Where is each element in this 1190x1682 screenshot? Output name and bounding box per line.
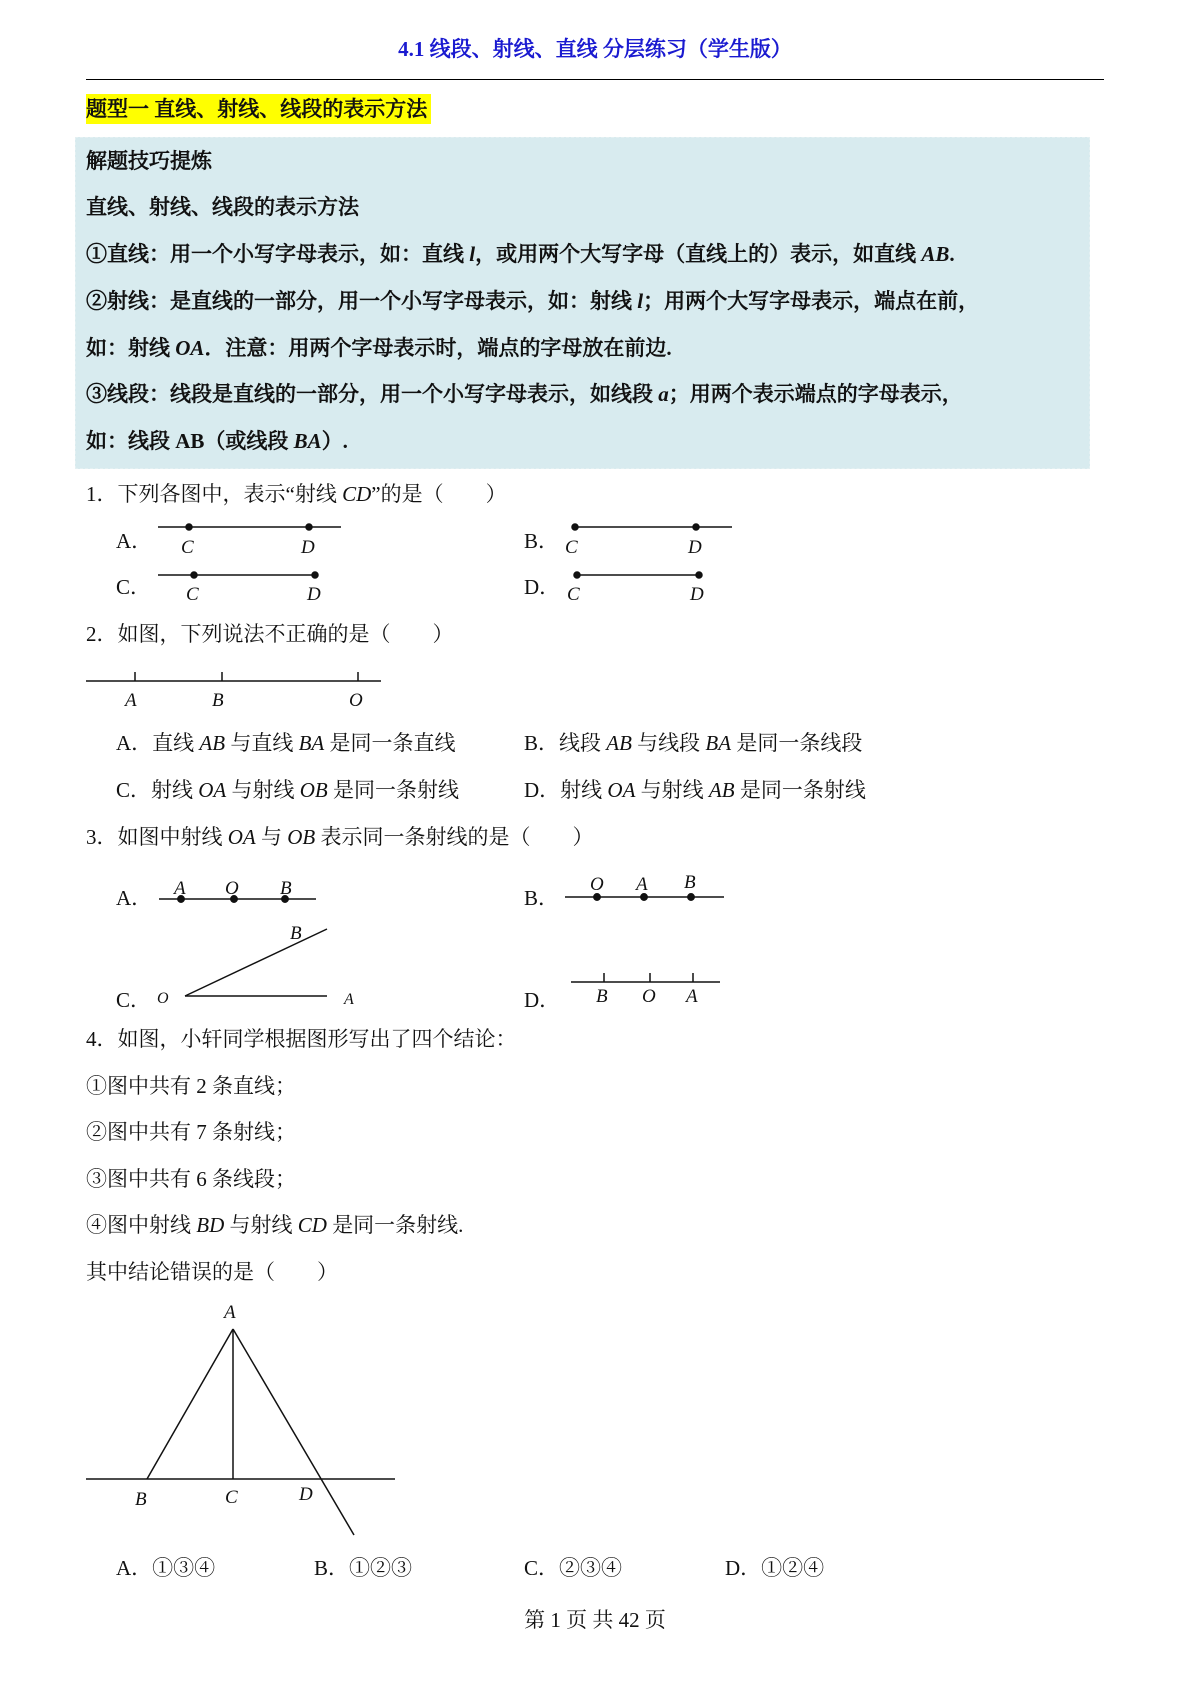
tips-subheading: 直线、射线、线段的表示方法 <box>86 195 359 219</box>
segment-ab <box>147 1329 233 1479</box>
q4-label-a: A <box>224 1302 236 1323</box>
q3-option-d[interactable]: D． <box>524 988 561 1012</box>
q1-option-c[interactable]: C． <box>116 575 152 599</box>
q2-label-o: O <box>349 690 363 711</box>
q1d-label-d: D <box>690 584 704 605</box>
q3b-label-o: O <box>590 874 604 895</box>
ray-ad <box>233 1329 354 1535</box>
q4-option-a[interactable]: A．①③④ <box>116 1556 216 1580</box>
q3a-label-o: O <box>225 878 239 899</box>
q2-stem: 2．如图，下列说法不正确的是（ ） <box>86 622 454 646</box>
q1-option-d[interactable]: D． <box>524 575 561 599</box>
q3d-label-b: B <box>596 986 608 1007</box>
q3a-label-b: B <box>280 878 292 899</box>
q4-conclusion-1: ①图中共有 2 条直线； <box>86 1074 296 1098</box>
q2-option-d[interactable]: D．射线 OA 与射线 AB 是同一条射线 <box>524 778 866 802</box>
section-heading: 题型一 直线、射线、线段的表示方法 <box>86 94 431 124</box>
q4-stem: 4．如图，小轩同学根据图形写出了四个结论： <box>86 1027 517 1051</box>
q3-option-a[interactable]: A． <box>116 886 153 910</box>
tips-line-2: ②射线：是直线的一部分，用一个小写字母表示，如：射线 l；用两个大写字母表示，端点在前， <box>86 289 980 313</box>
q1c-label-d: D <box>307 584 321 605</box>
q3c-label-a: A <box>344 991 354 1008</box>
q3a-label-a: A <box>174 878 186 899</box>
tips-line-5: 如：线段 AB（或线段 BA）. <box>86 429 348 453</box>
q4-question: 其中结论错误的是（ ） <box>86 1260 338 1284</box>
q1a-label-d: D <box>301 537 315 558</box>
q2-option-b[interactable]: B．线段 AB 与线段 BA 是同一条线段 <box>524 731 863 755</box>
q1-option-b[interactable]: B． <box>524 529 560 553</box>
tips-line-1: ①直线：用一个小写字母表示，如：直线 l，或用两个大写字母（直线上的）表示，如直线 AB. <box>86 242 955 266</box>
q4-option-d[interactable]: D．①②④ <box>725 1556 825 1580</box>
tips-line-4: ③线段：线段是直线的一部分，用一个小写字母表示，如线段 a；用两个表示端点的字母表示， <box>86 382 963 406</box>
q4-option-b[interactable]: B．①②③ <box>314 1556 413 1580</box>
q2-label-a: A <box>125 690 137 711</box>
q2-option-c[interactable]: C．射线 OA 与射线 OB 是同一条射线 <box>116 778 460 802</box>
q4-label-b: B <box>135 1489 147 1510</box>
q3-stem: 3．如图中射线 OA 与 OB 表示同一条射线的是（ ） <box>86 825 594 849</box>
q4-label-d: D <box>299 1484 313 1505</box>
q3-option-c[interactable]: C． <box>116 988 152 1012</box>
q3b-label-a: A <box>636 874 648 895</box>
q1c-label-c: C <box>186 584 199 605</box>
q1b-label-c: C <box>565 537 578 558</box>
q1-stem: 1．下列各图中，表示“射线 CD”的是（ ） <box>86 482 507 506</box>
q3c-label-o: O <box>157 990 169 1007</box>
q3d-label-a: A <box>686 986 698 1007</box>
q4-conclusion-2: ②图中共有 7 条射线； <box>86 1120 296 1144</box>
q3d-label-o: O <box>642 986 656 1007</box>
q4-conclusion-4: ④图中射线 BD 与射线 CD 是同一条射线. <box>86 1213 464 1237</box>
q4-label-c: C <box>225 1487 238 1508</box>
page-footer: 第 1 页 共 42 页 <box>524 1608 666 1632</box>
q4-conclusion-3: ③图中共有 6 条线段； <box>86 1167 296 1191</box>
q1-option-a[interactable]: A． <box>116 529 153 553</box>
q2-option-a[interactable]: A．直线 AB 与直线 BA 是同一条直线 <box>116 731 456 755</box>
q3c-label-b: B <box>290 923 302 944</box>
q1d-label-c: C <box>567 584 580 605</box>
q4-option-c[interactable]: C．②③④ <box>524 1556 623 1580</box>
q3b-label-b: B <box>684 872 696 893</box>
q2-label-b: B <box>212 690 224 711</box>
q1b-label-d: D <box>688 537 702 558</box>
tips-heading: 解题技巧提炼 <box>86 149 212 173</box>
tips-line-3: 如：射线 OA．注意：用两个字母表示时，端点的字母放在前边. <box>86 336 672 360</box>
q1a-label-c: C <box>181 537 194 558</box>
page-title: 4.1 线段、射线、直线 分层练习（学生版） <box>398 37 792 61</box>
q3-option-b[interactable]: B． <box>524 886 560 910</box>
